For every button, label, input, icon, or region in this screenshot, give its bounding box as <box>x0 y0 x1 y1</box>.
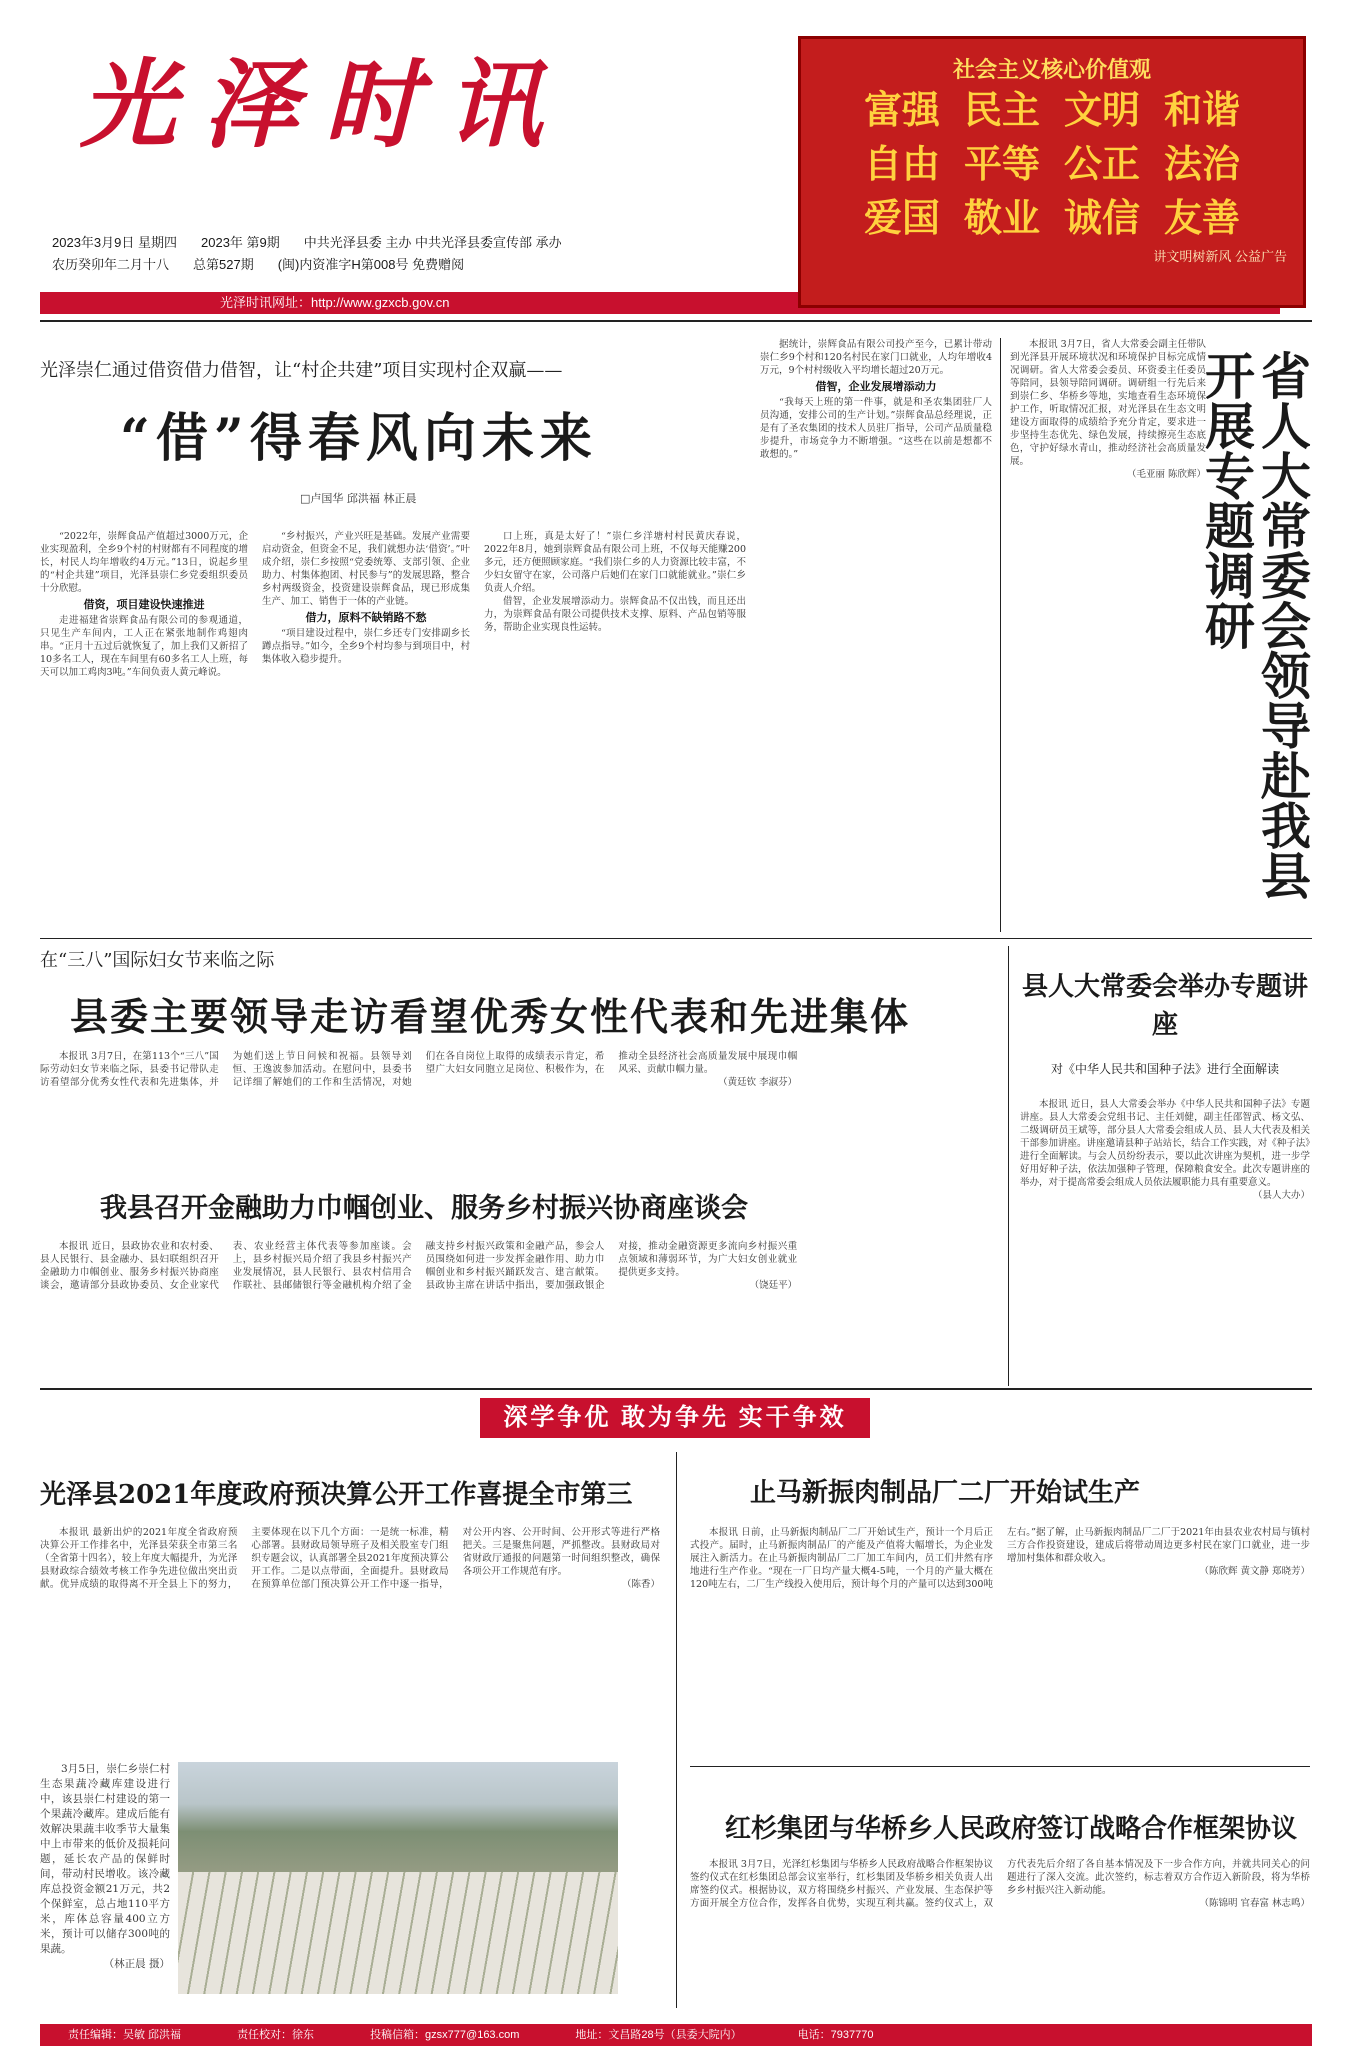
footer-proof: 责任校对：徐东 <box>237 2029 315 2041</box>
cold-storage-photo <box>178 1762 618 1994</box>
story7-text: 本报讯 日前，止马新振肉制品厂二厂开始试生产，预计一个月后正式投产。届时，止马新振肉制品厂的产能及产值将大幅增长，为企业发展注入新活力。在止马新振肉制品厂二厂加工车间内，员工们井然有序地进行生产作业。“现在一厂日均产量大概4-5吨，一个月的产量大概在120吨左右，二厂生产线投入使用后，预计每个月的产量可以达到300吨左右。”据了解，止马新振肉制品厂二厂于2021年由县农业农村局与镇村三方合作投资建设，建成后将带动周边更多村民在家门口就业，进一步增加村集体和群众收入。 （陈欣辉 黄文静 郑晓芳） <box>690 1527 1310 1590</box>
dateline <box>52 232 772 276</box>
slogan-banner: 深学争优 敢为争先 实干争效 <box>480 1398 870 1438</box>
divider <box>40 1388 1312 1390</box>
website-url: 光泽时讯网址：http://www.gzxcb.gov.cn <box>220 295 450 310</box>
story1-byline: □卢国华 邱洪福 林正晨 <box>300 492 417 505</box>
footer-phone: 电话：7937770 <box>797 2029 874 2041</box>
total-issue: 总第527期 <box>193 257 254 272</box>
story8-headline: 红杉集团与华桥乡人民政府签订战略合作框架协议 <box>725 1814 1298 1844</box>
divider <box>1000 338 1001 932</box>
story6-headline: 光泽县2021年度政府预决算公开工作喜提全市第三 <box>40 1480 633 1510</box>
story1-headline: “借”得春风向未来 <box>120 408 598 469</box>
sponsor: 中共光泽县委 主办 中共光泽县委宣传部 承办 <box>303 235 562 250</box>
year-issue: 2023年 第9期 <box>201 235 280 250</box>
core-values-row: 爱国 敬业 诚信 友善 <box>863 198 1241 240</box>
divider <box>690 1766 1310 1767</box>
photo-caption: 3月5日，崇仁乡崇仁村生态果蔬冷藏库建设进行中，该县崇仁村建设的第一个果蔬冷藏库。建成后能有效解决果蔬丰收季节大量集中上市带来的低价及损耗问题，延长农产品的保鲜时间，带动村民增收。该冷藏库总投资金额21万元，共2个保鲜室，总占地110平方米，库体总容量400立方米，预计可以储存300吨的果蔬。 （林正晨 摄） <box>40 1763 170 1970</box>
footer-address: 地址：文昌路28号（县委大院内） <box>575 2029 742 2041</box>
story4-subhead: 对《中华人民共和国种子法》进行全面解读 <box>1050 1062 1279 1076</box>
story1-column: 口上班，真是太好了！”崇仁乡洋塘村村民黄庆春说，2022年8月，她到崇辉食品有限公司上班，不仅每天能赚200多元，还方便照顾家庭。“我们崇仁乡的人力资源比较丰富，不少妇女留守在家，公司落户后她们在家门口就能就业。”崇仁乡负责人介绍。 借智，企业发展增添动力。崇辉食品不仅出钱，而且还出力，为崇辉食品有限公司提供技术支撑、原料、产品包销等服务，帮助企业实现良性运转。 <box>484 531 746 633</box>
issue-date: 2023年3月9日 星期四 <box>52 235 177 250</box>
permit: (闽)内资准字H第008号 免费赠阅 <box>277 257 465 272</box>
story1-column: “2022年，崇辉食品产值超过3000万元，企业实现盈利，全乡9个村的村财都有不同程度的增长，村民人均年增收约4万元。”13日，说起乡里的“村企共建”项目，光泽县崇仁乡党委组织委员十分欣慰。 借资，项目建设快速推进 走进福建省崇辉食品有限公司的参观通道，只见生产车间内，工人正在紧张地制作鸡翅肉串。“正月十五过后就恢复了，加上我们又新招了10多名工人，现在车间里有60多名工人上班，每天可以加工鸡肉3吨。”车间负责人黄元峰说。 <box>40 531 248 678</box>
story1-column: “乡村振兴，产业兴旺是基础。发展产业需要启动资金，但资金不足，我们就想办法‘借资’。”叶成介绍，崇仁乡按照“党委统筹、支部引领、企业助力、村集体抱团、村民参与”的发展思路，整合乡村两级资金，投资建设崇辉食品，现已形成集生产、加工、销售于一体的产业链。 借力，原料不缺销路不愁 “项目建设过程中，崇仁乡还专门安排副乡长蹲点指导。”如今，全乡9个村均参与到项目中，村集体收入稳步提升。 <box>262 531 470 665</box>
divider <box>40 938 1312 939</box>
divider <box>676 1452 677 2008</box>
story3-kicker: 在“三八”国际妇女节来临之际 <box>40 950 275 971</box>
story2-text: 本报讯 3月7日，省人大常委会副主任带队到光泽县开展环境状况和环境保护目标完成情况调研。省人大常委会委员、环资委主任委员等陪同，县领导陪同调研。调研组一行先后来到崇仁乡、华桥乡等地，实地查看生态环境保护工作，听取情况汇报，对光泽县在生态文明建设方面取得的成绩给予充分肯定，要求进一步坚持生态优先、绿色发展，持续擦亮生态底色，守护好绿水青山，推动经济社会高质量发展。 （毛亚丽 陈欣辉） <box>1010 339 1206 480</box>
lunar-date: 农历癸卯年二月十八 <box>52 257 170 272</box>
story7-headline: 止马新振肉制品厂二厂开始试生产 <box>750 1478 1141 1508</box>
footer-email: 投稿信箱：gzsx777@163.com <box>370 2029 520 2041</box>
divider <box>1008 946 1009 1386</box>
story3-headline: 县委主要领导走访看望优秀女性代表和先进集体 <box>70 994 911 1039</box>
core-values-ad <box>798 36 1306 308</box>
story5-headline: 我县召开金融助力巾帼创业、服务乡村振兴协商座谈会 <box>100 1193 748 1224</box>
story4-headline: 县人大常委会举办专题讲座 <box>1021 972 1308 1040</box>
story6-text: 本报讯 最新出炉的2021年度全省政府预决算公开工作排名中，光泽县荣获全市第三名（全省第十四名），较上年度大幅提升，为光泽县财政综合绩效考核工作争先进位做出突出贡献。优异成绩的取得离不开全县上下的努力，主要体现在以下几个方面：一是统一标准，精心部署。县财政局领导班子及相关股室专门组织专题会议，认真部署全县2021年度预决算公开工作。二是以点带面，全面提升。县财政局在预算单位部门预决算公开工作中逐一指导，对公开内容、公开时间、公开形式等进行严格把关。三是聚焦问题，严抓整改。县财政局对省财政厅通报的问题第一时间组织整改，确保各项公开工作规范有序。 （陈香） <box>40 1527 660 1590</box>
masthead-title: 光泽时讯 <box>80 48 568 161</box>
story1-kicker: 光泽崇仁通过借资借力借智，让“村企共建”项目实现村企双赢—— <box>40 360 563 381</box>
story3-text: 本报讯 3月7日，在第113个“三八”国际劳动妇女节来临之际，县委书记带队走访看望部分优秀女性代表和先进集体，并为她们送上节日问候和祝福。县领导刘恒、王逸波参加活动。在慰问中，县委书记详细了解她们的工作和生活情况，对她们在各自岗位上取得的成绩表示肯定，希望广大妇女同胞立足岗位、积极作为，在推动全县经济社会高质量发展中展现巾帼风采、贡献巾帼力量。 （黄廷钦 李淑芬） <box>40 1051 798 1088</box>
core-values-title: 社会主义核心价值观 <box>952 57 1151 82</box>
core-values-row: 富强 民主 文明 和谐 <box>863 90 1241 132</box>
story8-text: 本报讯 3月7日，光泽红杉集团与华桥乡人民政府战略合作框架协议签约仪式在红杉集团总部会议室举行，红杉集团及华桥乡相关负责人出席签约仪式。根据协议，双方将围绕乡村振兴、产业发展、生态保护等方面开展全方位合作，发挥各自优势，实现互利共赢。签约仪式上，双方代表先后介绍了各自基本情况及下一步合作方向，并就共同关心的问题进行了深入交流。此次签约，标志着双方合作迈入新阶段，将为华桥乡乡村振兴注入新动能。 （陈锦明 官春富 林志鸣） <box>690 1859 1310 1909</box>
story1-column: 据统计，崇辉食品有限公司投产至今，已累计带动崇仁乡9个村和120名村民在家门口就业，人均年增收4万元，9个村村级收入平均增长超过20万元。 借智，企业发展增添动力 “我每天上班的第一件事，就是和圣农集团驻厂人员沟通，安排公司的生产计划。”崇辉食品总经理说，正是有了圣农集团的技术人员驻厂指导，公司产品质量稳步提升，市场竞争力不断增强。“这些在以前是想都不敢想的。” <box>760 339 992 460</box>
core-values-row: 自由 平等 公正 法治 <box>863 144 1241 186</box>
core-values-footer: 讲文明树新风 公益广告 <box>1153 249 1287 264</box>
story2-headline: 省人大常委会领导赴我县开展专题调研 <box>1197 350 1312 900</box>
footer-bar <box>40 2024 1312 2046</box>
footer-editor: 责任编辑：吴敏 邱洪福 <box>68 2029 182 2041</box>
story5-text: 本报讯 近日，县政协农业和农村委、县人民银行、县金融办、县妇联组织召开金融助力巾帼创业、服务乡村振兴协商座谈会，邀请部分县政协委员、女企业家代表、农业经营主体代表等参加座谈。会上，县乡村振兴局介绍了我县乡村振兴产业发展情况，县人民银行、县农村信用合作联社、县邮储银行等金融机构介绍了金融支持乡村振兴政策和金融产品，参会人员围绕如何进一步发挥金融作用、助力巾帼创业和乡村振兴踊跃发言、建言献策。县政协主席在讲话中指出，要加强政银企对接，推动金融资源更多流向乡村振兴重点领域和薄弱环节，为广大妇女创业就业提供更多支持。 （饶廷平） <box>40 1241 798 1291</box>
story4-text: 本报讯 近日，县人大常委会举办《中华人民共和国种子法》专题讲座。县人大常委会党组书记、主任刘健，副主任邵智武、杨文弘、二级调研员王斌等，部分县人大常委会组成人员、县人大代表及相关干部参加讲座。讲座邀请县种子站站长，结合工作实践，对《种子法》进行全面解读。与会人员纷纷表示，要以此次讲座为契机，进一步学好用好种子法，依法加强种子管理，保障粮食安全。此次专题讲座的举办，对于提高常委会组成人员依法履职能力具有重要意义。 （县人大办） <box>1020 1099 1310 1201</box>
divider <box>40 320 1312 322</box>
